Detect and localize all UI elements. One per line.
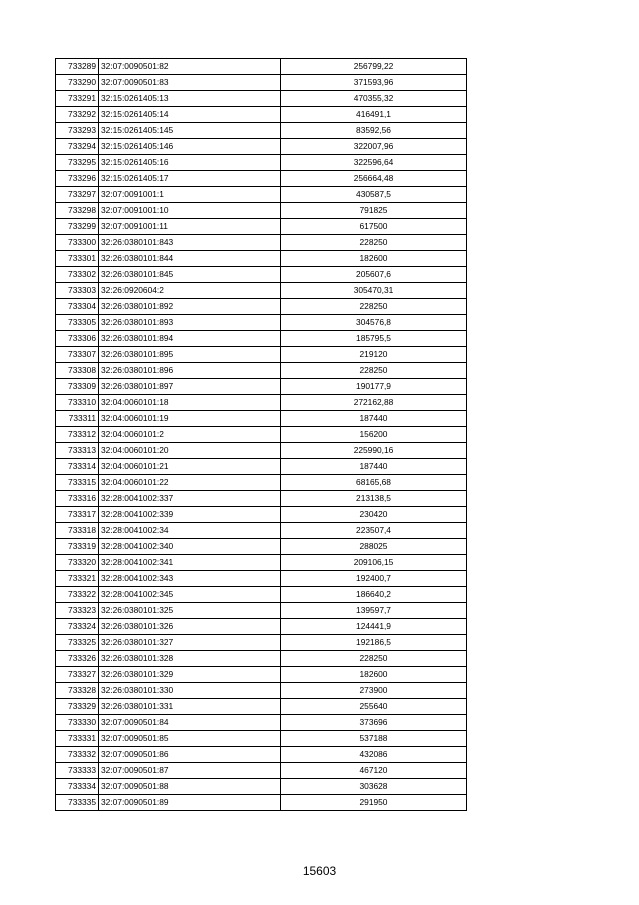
row-id-cell: 733323 — [56, 603, 99, 619]
table-row — [56, 75, 467, 91]
value-cell: 432086 — [281, 747, 467, 763]
value-cell: 272162,88 — [281, 395, 467, 411]
table-row — [56, 651, 467, 667]
table-row — [56, 411, 467, 427]
table-row — [56, 491, 467, 507]
row-id-cell: 733315 — [56, 475, 99, 491]
value-cell: 304576,8 — [281, 315, 467, 331]
value-cell: 255640 — [281, 699, 467, 715]
table-row — [56, 283, 467, 299]
row-id-cell: 733321 — [56, 571, 99, 587]
table-row — [56, 539, 467, 555]
cadastral-number-cell: 32:15:0261405:145 — [99, 123, 281, 139]
table-row — [56, 59, 467, 75]
value-cell: 373696 — [281, 715, 467, 731]
row-id-cell: 733325 — [56, 635, 99, 651]
value-cell: 228250 — [281, 363, 467, 379]
table-row — [56, 187, 467, 203]
table-row — [56, 171, 467, 187]
cadastral-number-cell: 32:04:0060101:19 — [99, 411, 281, 427]
table-row — [56, 331, 467, 347]
table-row — [56, 443, 467, 459]
row-id-cell: 733320 — [56, 555, 99, 571]
row-id-cell: 733290 — [56, 75, 99, 91]
row-id-cell: 733295 — [56, 155, 99, 171]
table-row — [56, 299, 467, 315]
cadastral-number-cell: 32:26:0380101:327 — [99, 635, 281, 651]
cadastral-number-cell: 32:15:0261405:16 — [99, 155, 281, 171]
table-row — [56, 475, 467, 491]
cadastral-number-cell: 32:07:0090501:85 — [99, 731, 281, 747]
row-id-cell: 733334 — [56, 779, 99, 795]
row-id-cell: 733292 — [56, 107, 99, 123]
value-cell: 467120 — [281, 763, 467, 779]
cadastral-number-cell: 32:26:0380101:897 — [99, 379, 281, 395]
value-cell: 256799,22 — [281, 59, 467, 75]
table-row — [56, 603, 467, 619]
cadastral-number-cell: 32:26:0380101:843 — [99, 235, 281, 251]
cadastral-number-cell: 32:07:0090501:89 — [99, 795, 281, 811]
cadastral-number-cell: 32:28:0041002:343 — [99, 571, 281, 587]
value-cell: 187440 — [281, 459, 467, 475]
value-cell: 187440 — [281, 411, 467, 427]
cadastral-number-cell: 32:15:0261405:14 — [99, 107, 281, 123]
table-row — [56, 379, 467, 395]
table-row — [56, 427, 467, 443]
value-cell: 182600 — [281, 251, 467, 267]
row-id-cell: 733289 — [56, 59, 99, 75]
row-id-cell: 733313 — [56, 443, 99, 459]
row-id-cell: 733304 — [56, 299, 99, 315]
table-body — [56, 59, 467, 811]
table-row — [56, 555, 467, 571]
cadastral-number-cell: 32:28:0041002:345 — [99, 587, 281, 603]
table-row — [56, 315, 467, 331]
row-id-cell: 733310 — [56, 395, 99, 411]
row-id-cell: 733327 — [56, 667, 99, 683]
cadastral-number-cell: 32:26:0380101:845 — [99, 267, 281, 283]
row-id-cell: 733311 — [56, 411, 99, 427]
table-row — [56, 683, 467, 699]
cadastral-number-cell: 32:26:0380101:892 — [99, 299, 281, 315]
row-id-cell: 733316 — [56, 491, 99, 507]
cadastral-number-cell: 32:07:0091001:1 — [99, 187, 281, 203]
cadastral-number-cell: 32:28:0041002:337 — [99, 491, 281, 507]
cadastral-number-cell: 32:15:0261405:146 — [99, 139, 281, 155]
row-id-cell: 733324 — [56, 619, 99, 635]
value-cell: 83592,56 — [281, 123, 467, 139]
value-cell: 291950 — [281, 795, 467, 811]
cadastral-number-cell: 32:28:0041002:339 — [99, 507, 281, 523]
table-row — [56, 347, 467, 363]
row-id-cell: 733314 — [56, 459, 99, 475]
value-cell: 139597,7 — [281, 603, 467, 619]
value-cell: 190177,9 — [281, 379, 467, 395]
row-id-cell: 733332 — [56, 747, 99, 763]
value-cell: 470355,32 — [281, 91, 467, 107]
cadastral-number-cell: 32:26:0380101:893 — [99, 315, 281, 331]
table-row — [56, 571, 467, 587]
row-id-cell: 733294 — [56, 139, 99, 155]
value-cell: 430587,5 — [281, 187, 467, 203]
value-cell: 416491,1 — [281, 107, 467, 123]
cadastral-number-cell: 32:04:0060101:20 — [99, 443, 281, 459]
value-cell: 256664,48 — [281, 171, 467, 187]
table-row — [56, 747, 467, 763]
table-row — [56, 91, 467, 107]
value-cell: 617500 — [281, 219, 467, 235]
cadastral-number-cell: 32:07:0090501:87 — [99, 763, 281, 779]
value-cell: 219120 — [281, 347, 467, 363]
cadastral-number-cell: 32:04:0060101:21 — [99, 459, 281, 475]
table-row — [56, 635, 467, 651]
value-cell: 209106,15 — [281, 555, 467, 571]
table-row — [56, 139, 467, 155]
cadastral-number-cell: 32:26:0380101:328 — [99, 651, 281, 667]
value-cell: 228250 — [281, 651, 467, 667]
value-cell: 192186,5 — [281, 635, 467, 651]
table-row — [56, 459, 467, 475]
cadastral-number-cell: 32:28:0041002:341 — [99, 555, 281, 571]
row-id-cell: 733305 — [56, 315, 99, 331]
value-cell: 205607,6 — [281, 267, 467, 283]
cadastral-number-cell: 32:28:0041002:34 — [99, 523, 281, 539]
table-row — [56, 123, 467, 139]
table-row — [56, 667, 467, 683]
table-row — [56, 155, 467, 171]
cadastral-number-cell: 32:07:0090501:84 — [99, 715, 281, 731]
value-cell: 273900 — [281, 683, 467, 699]
table-row — [56, 107, 467, 123]
row-id-cell: 733333 — [56, 763, 99, 779]
row-id-cell: 733326 — [56, 651, 99, 667]
row-id-cell: 733308 — [56, 363, 99, 379]
value-cell: 225990,16 — [281, 443, 467, 459]
value-cell: 537188 — [281, 731, 467, 747]
row-id-cell: 733335 — [56, 795, 99, 811]
row-id-cell: 733297 — [56, 187, 99, 203]
table-row — [56, 203, 467, 219]
row-id-cell: 733331 — [56, 731, 99, 747]
cadastral-number-cell: 32:07:0091001:11 — [99, 219, 281, 235]
cadastral-number-cell: 32:07:0090501:88 — [99, 779, 281, 795]
table-row — [56, 731, 467, 747]
table-row — [56, 779, 467, 795]
cadastral-number-cell: 32:07:0090501:86 — [99, 747, 281, 763]
cadastral-number-cell: 32:26:0380101:331 — [99, 699, 281, 715]
row-id-cell: 733298 — [56, 203, 99, 219]
value-cell: 322596,64 — [281, 155, 467, 171]
row-id-cell: 733300 — [56, 235, 99, 251]
table-row — [56, 219, 467, 235]
value-cell: 124441,9 — [281, 619, 467, 635]
row-id-cell: 733296 — [56, 171, 99, 187]
cadastral-number-cell: 32:26:0380101:896 — [99, 363, 281, 379]
cadastral-number-cell: 32:26:0380101:844 — [99, 251, 281, 267]
value-cell: 192400,7 — [281, 571, 467, 587]
cadastral-number-cell: 32:26:0380101:895 — [99, 347, 281, 363]
table-row — [56, 395, 467, 411]
row-id-cell: 733291 — [56, 91, 99, 107]
value-cell: 228250 — [281, 235, 467, 251]
cadastral-number-cell: 32:26:0380101:326 — [99, 619, 281, 635]
value-cell: 288025 — [281, 539, 467, 555]
table-row — [56, 763, 467, 779]
value-cell: 185795,5 — [281, 331, 467, 347]
row-id-cell: 733330 — [56, 715, 99, 731]
table-row — [56, 251, 467, 267]
cadastral-number-cell: 32:07:0091001:10 — [99, 203, 281, 219]
table-row — [56, 507, 467, 523]
row-id-cell: 733303 — [56, 283, 99, 299]
row-id-cell: 733309 — [56, 379, 99, 395]
table-row — [56, 619, 467, 635]
cadastral-value-table — [55, 58, 467, 811]
cadastral-number-cell: 32:04:0060101:22 — [99, 475, 281, 491]
row-id-cell: 733318 — [56, 523, 99, 539]
row-id-cell: 733307 — [56, 347, 99, 363]
table-row — [56, 363, 467, 379]
cadastral-number-cell: 32:26:0380101:329 — [99, 667, 281, 683]
row-id-cell: 733293 — [56, 123, 99, 139]
table-row — [56, 587, 467, 603]
cadastral-number-cell: 32:26:0380101:894 — [99, 331, 281, 347]
row-id-cell: 733299 — [56, 219, 99, 235]
row-id-cell: 733317 — [56, 507, 99, 523]
cadastral-number-cell: 32:04:0060101:18 — [99, 395, 281, 411]
value-cell: 371593,96 — [281, 75, 467, 91]
row-id-cell: 733322 — [56, 587, 99, 603]
table-row — [56, 235, 467, 251]
row-id-cell: 733301 — [56, 251, 99, 267]
table-row — [56, 795, 467, 811]
page-number: 15603 — [302, 864, 337, 878]
table-row — [56, 523, 467, 539]
value-cell: 223507,4 — [281, 523, 467, 539]
cadastral-number-cell: 32:15:0261405:17 — [99, 171, 281, 187]
value-cell: 305470,31 — [281, 283, 467, 299]
row-id-cell: 733329 — [56, 699, 99, 715]
value-cell: 791825 — [281, 203, 467, 219]
row-id-cell: 733328 — [56, 683, 99, 699]
cadastral-number-cell: 32:28:0041002:340 — [99, 539, 281, 555]
cadastral-number-cell: 32:04:0060101:2 — [99, 427, 281, 443]
cadastral-number-cell: 32:07:0090501:82 — [99, 59, 281, 75]
cadastral-number-cell: 32:26:0920604:2 — [99, 283, 281, 299]
cadastral-number-cell: 32:26:0380101:325 — [99, 603, 281, 619]
value-cell: 303628 — [281, 779, 467, 795]
table-row — [56, 699, 467, 715]
table-row — [56, 267, 467, 283]
value-cell: 68165,68 — [281, 475, 467, 491]
value-cell: 322007,96 — [281, 139, 467, 155]
value-cell: 230420 — [281, 507, 467, 523]
value-cell: 186640,2 — [281, 587, 467, 603]
row-id-cell: 733319 — [56, 539, 99, 555]
value-cell: 182600 — [281, 667, 467, 683]
row-id-cell: 733312 — [56, 427, 99, 443]
cadastral-number-cell: 32:07:0090501:83 — [99, 75, 281, 91]
row-id-cell: 733302 — [56, 267, 99, 283]
cadastral-number-cell: 32:15:0261405:13 — [99, 91, 281, 107]
table-row — [56, 715, 467, 731]
row-id-cell: 733306 — [56, 331, 99, 347]
value-cell: 228250 — [281, 299, 467, 315]
value-cell: 156200 — [281, 427, 467, 443]
value-cell: 213138,5 — [281, 491, 467, 507]
cadastral-number-cell: 32:26:0380101:330 — [99, 683, 281, 699]
